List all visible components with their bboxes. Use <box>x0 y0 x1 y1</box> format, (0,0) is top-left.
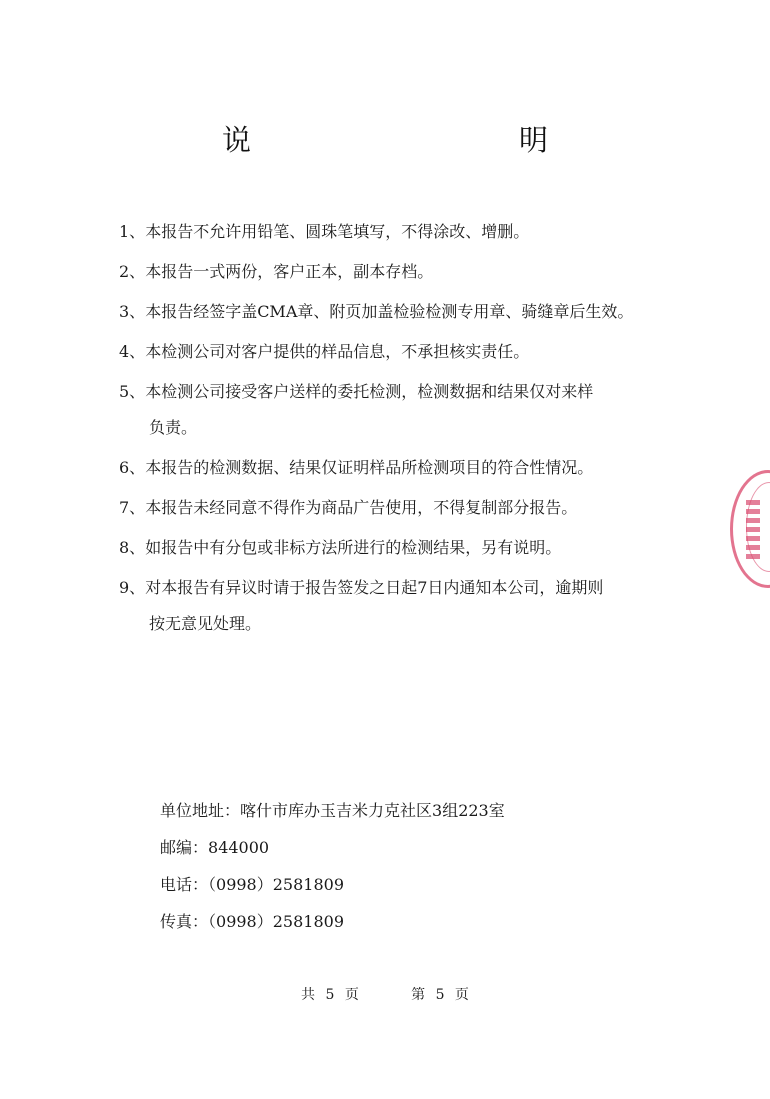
note-text: 本报告一式两份，客户正本，副本存档。 <box>145 262 434 281</box>
current-page: 第 5 页 <box>411 987 469 1003</box>
postcode-row <box>160 829 680 866</box>
phone-row <box>160 866 680 903</box>
postcode-label: 邮编： <box>160 838 209 857</box>
note-item-5: 5、本检测公司接受客户送样的委托检测，检测数据和结果仅对来样 负责。 <box>119 374 699 446</box>
fax-label: 传真： <box>160 912 209 931</box>
total-pages: 共 5 页 <box>301 987 359 1003</box>
note-item-1: 1、本报告不允许用铅笔、圆珠笔填写，不得涂改、增删。 <box>119 222 530 241</box>
contact-info <box>160 792 680 940</box>
note-text: 本报告不允许用铅笔、圆珠笔填写，不得涂改、增删。 <box>145 222 530 241</box>
note-text: 本检测公司对客户提供的样品信息，不承担核实责任。 <box>145 342 530 361</box>
note-text: 本报告未经同意不得作为商品广告使用，不得复制部分报告。 <box>145 498 578 517</box>
notes-list <box>119 214 699 642</box>
page-footer <box>0 984 770 1004</box>
note-item-4: 4、本检测公司对客户提供的样品信息，不承担核实责任。 <box>119 342 530 361</box>
note-text: 本报告的检测数据、结果仅证明样品所检测项目的符合性情况。 <box>145 458 594 477</box>
note-continuation: 负责。 <box>149 418 198 437</box>
fax-value: （0998）2581809 <box>208 912 344 931</box>
address-value: 喀什市库办玉吉米力克社区3组223室 <box>240 801 505 820</box>
note-text: 本检测公司接受客户送样的委托检测，检测数据和结果仅对来样 <box>145 382 594 401</box>
postcode-value: 844000 <box>208 838 270 857</box>
note-item-7: 7、本报告未经同意不得作为商品广告使用，不得复制部分报告。 <box>119 498 578 517</box>
note-item-9: 9、对本报告有异议时请于报告签发之日起7日内通知本公司，逾期则 按无意见处理。 <box>119 570 699 642</box>
phone-label: 电话： <box>160 875 209 894</box>
address-row <box>160 792 680 829</box>
note-text: 如报告中有分包或非标方法所进行的检测结果，另有说明。 <box>145 538 562 557</box>
note-continuation: 按无意见处理。 <box>149 614 262 633</box>
note-text: 对本报告有异议时请于报告签发之日起7日内通知本公司，逾期则 <box>145 578 604 597</box>
note-item-3: 3、本报告经签字盖CMA章、附页加盖检验检测专用章、骑缝章后生效。 <box>119 302 634 321</box>
fax-row <box>160 903 680 940</box>
page-title: 说 明 <box>221 123 618 157</box>
note-item-8: 8、如报告中有分包或非标方法所进行的检测结果，另有说明。 <box>119 538 562 557</box>
note-item-2: 2、本报告一式两份，客户正本，副本存档。 <box>119 262 434 281</box>
address-label: 单位地址： <box>160 801 241 820</box>
note-item-6: 6、本报告的检测数据、结果仅证明样品所检测项目的符合性情况。 <box>119 458 594 477</box>
seal-marks <box>746 500 760 560</box>
note-text: 本报告经签字盖CMA章、附页加盖检验检测专用章、骑缝章后生效。 <box>145 302 634 321</box>
phone-value: （0998）2581809 <box>208 875 344 894</box>
